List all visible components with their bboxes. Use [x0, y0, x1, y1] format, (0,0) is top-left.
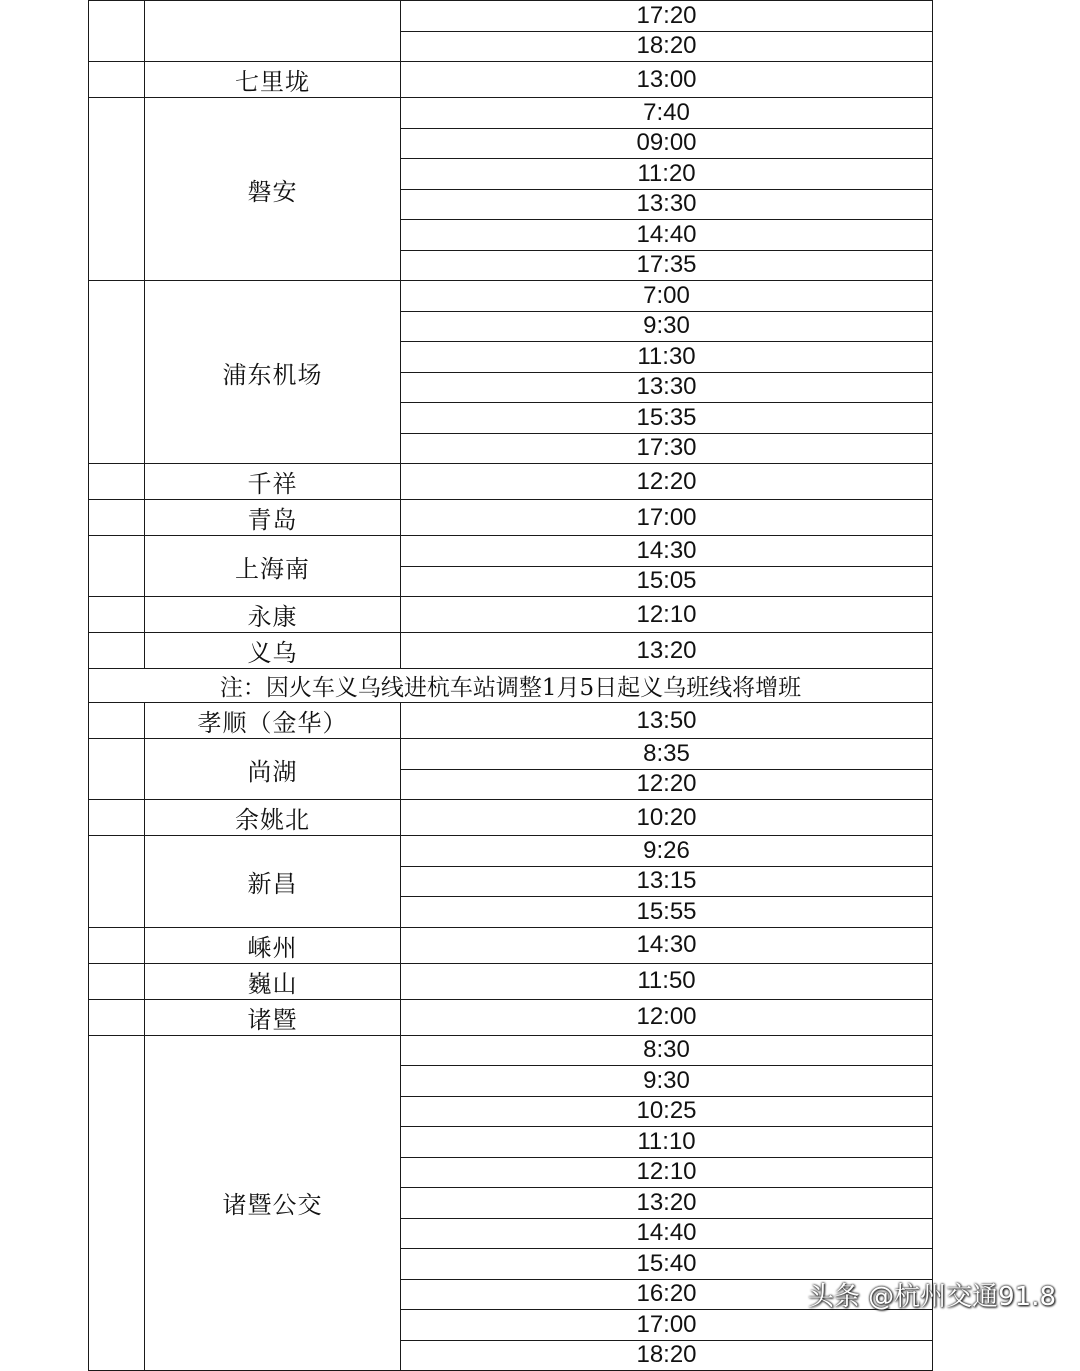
departure-time-cell: 12:00 [401, 999, 933, 1035]
departure-time-cell: 12:20 [401, 464, 933, 500]
destination-cell: 孝顺（金华） [145, 703, 401, 739]
departure-time-cell: 14:30 [401, 927, 933, 963]
destination-cell [145, 1, 401, 62]
index-cell [89, 703, 145, 739]
watermark: 头条 @杭州交通91.8 [807, 1282, 1056, 1312]
departure-time-cell: 11:20 [401, 159, 933, 190]
index-cell [89, 927, 145, 963]
index-cell [89, 536, 145, 597]
departure-time-cell: 17:35 [401, 250, 933, 281]
destination-cell: 浦东机场 [145, 281, 401, 464]
index-cell [89, 1, 145, 62]
departure-time-cell: 17:00 [401, 500, 933, 536]
departure-time-cell: 17:00 [401, 1310, 933, 1341]
departure-time-cell: 18:20 [401, 31, 933, 62]
departure-time-cell: 8:35 [401, 739, 933, 770]
departure-time-cell: 13:20 [401, 1188, 933, 1219]
bus-schedule-table [88, 0, 933, 1371]
table-row [89, 536, 933, 567]
departure-time-cell: 7:40 [401, 98, 933, 129]
table-row [89, 464, 933, 500]
destination-cell: 诸暨公交 [145, 1035, 401, 1371]
table-row [89, 739, 933, 770]
table-row [89, 500, 933, 536]
index-cell [89, 999, 145, 1035]
departure-time-cell: 14:40 [401, 220, 933, 251]
index-cell [89, 62, 145, 98]
destination-cell: 青岛 [145, 500, 401, 536]
departure-time-cell: 11:30 [401, 342, 933, 373]
departure-time-cell: 16:20 [401, 1279, 933, 1310]
index-cell [89, 633, 145, 669]
departure-time-cell: 15:35 [401, 403, 933, 434]
index-cell [89, 281, 145, 464]
departure-time-cell: 15:55 [401, 897, 933, 928]
departure-time-cell: 17:20 [401, 1, 933, 32]
departure-time-cell: 10:20 [401, 800, 933, 836]
index-cell [89, 739, 145, 800]
table-row [89, 62, 933, 98]
table-row [89, 98, 933, 129]
departure-time-cell: 13:30 [401, 189, 933, 220]
table-row [89, 999, 933, 1035]
table-row [89, 633, 933, 669]
departure-time-cell: 13:20 [401, 633, 933, 669]
destination-cell: 上海南 [145, 536, 401, 597]
schedule-body [89, 1, 933, 1371]
destination-cell: 诸暨 [145, 999, 401, 1035]
index-cell [89, 500, 145, 536]
schedule-sheet [88, 0, 933, 1371]
destination-cell: 磐安 [145, 98, 401, 281]
departure-time-cell: 13:30 [401, 372, 933, 403]
departure-time-cell: 12:10 [401, 1157, 933, 1188]
note-cell: 注：因火车义乌线进杭车站调整1月5日起义乌班线将增班 [89, 669, 933, 703]
index-cell [89, 800, 145, 836]
table-row [89, 927, 933, 963]
departure-time-cell: 18:20 [401, 1340, 933, 1371]
table-row [89, 1035, 933, 1066]
departure-time-cell: 15:05 [401, 566, 933, 597]
departure-time-cell: 9:30 [401, 311, 933, 342]
destination-cell: 义乌 [145, 633, 401, 669]
table-row [89, 836, 933, 867]
destination-cell: 千祥 [145, 464, 401, 500]
departure-time-cell: 11:10 [401, 1127, 933, 1158]
departure-time-cell: 13:00 [401, 62, 933, 98]
table-row [89, 963, 933, 999]
index-cell [89, 464, 145, 500]
departure-time-cell: 13:15 [401, 866, 933, 897]
index-cell [89, 963, 145, 999]
index-cell [89, 597, 145, 633]
table-row [89, 281, 933, 312]
departure-time-cell: 14:40 [401, 1218, 933, 1249]
departure-time-cell: 12:20 [401, 769, 933, 800]
destination-cell: 永康 [145, 597, 401, 633]
departure-time-cell: 15:40 [401, 1249, 933, 1280]
departure-time-cell: 7:00 [401, 281, 933, 312]
index-cell [89, 836, 145, 928]
index-cell [89, 1035, 145, 1371]
destination-cell: 嵊州 [145, 927, 401, 963]
departure-time-cell: 09:00 [401, 128, 933, 159]
table-row [89, 703, 933, 739]
destination-cell: 七里垅 [145, 62, 401, 98]
destination-cell: 新昌 [145, 836, 401, 928]
table-row [89, 800, 933, 836]
departure-time-cell: 14:30 [401, 536, 933, 567]
destination-cell: 巍山 [145, 963, 401, 999]
departure-time-cell: 13:50 [401, 703, 933, 739]
index-cell [89, 98, 145, 281]
departure-time-cell: 17:30 [401, 433, 933, 464]
destination-cell: 尚湖 [145, 739, 401, 800]
note-row [89, 669, 933, 703]
destination-cell: 余姚北 [145, 800, 401, 836]
table-row [89, 1, 933, 32]
departure-time-cell: 9:26 [401, 836, 933, 867]
departure-time-cell: 12:10 [401, 597, 933, 633]
departure-time-cell: 8:30 [401, 1035, 933, 1066]
departure-time-cell: 10:25 [401, 1096, 933, 1127]
departure-time-cell: 9:30 [401, 1066, 933, 1097]
departure-time-cell: 11:50 [401, 963, 933, 999]
table-row [89, 597, 933, 633]
